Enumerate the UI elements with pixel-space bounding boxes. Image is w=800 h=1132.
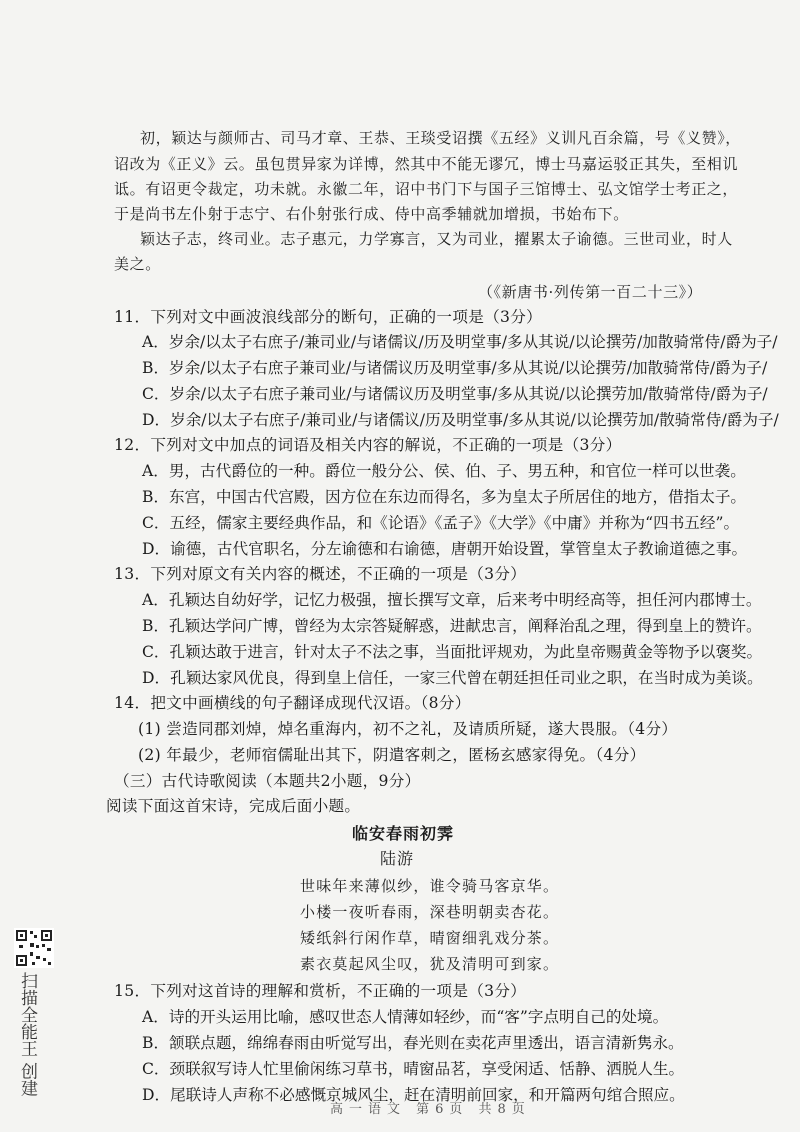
section-heading: （三）古代诗歌阅读（本题共2小题，9分）	[114, 772, 421, 790]
question-stem: 13．下列对原文有关内容的概述，不正确的一项是（3分）	[114, 565, 527, 583]
passage-line: 初，颖达与颜师古、司马才章、王恭、王琰受诏撰《五经》义训凡百余篇，号《义赞》，	[140, 129, 741, 147]
passage-line: 诋。有诏更令裁定，功未就。永徽二年，诏中书门下与国子三馆博士、弘文馆学士考正之，	[114, 180, 739, 198]
option-d: D．孔颖达家风优良，得到皇上信任，一家三代曾在朝廷担任司业之职，在当时成为美谈。	[142, 669, 763, 687]
page-footer: 高一语文 第6页 共8页	[330, 1102, 531, 1117]
poem-line: 素衣莫起风尘叹，犹及清明可到家。	[300, 955, 560, 973]
option-a: A．岁余/以太子右庶子/兼司业/与诸儒议/历及明堂事/多从其说/以论撰劳/加散骑常侍/爵为子/	[142, 333, 778, 351]
option-c: C．五经，儒家主要经典作品，和《论语》《孟子》《大学》《中庸》并称为“四书五经”。	[142, 514, 740, 532]
poem-author: 陆游	[380, 849, 415, 868]
question-stem: 12．下列对文中加点的词语及相关内容的解说，不正确的一项是（3分）	[114, 436, 622, 454]
passage-line: 诏改为《正义》云。虽包贯异家为详博，然其中不能无谬冗，博士马嘉运驳正其失，至相讥	[114, 155, 739, 173]
option-b: B．颔联点题，绵绵春雨由听觉写出，春光则在卖花声里透出，语言清新隽永。	[142, 1034, 684, 1052]
option-c: C．岁余/以太子右庶子兼司业/与诸儒议历及明堂事/多从其说/以论撰劳加/散骑常侍/爵为子/	[142, 385, 768, 403]
question-stem: 14．把文中画横线的句子翻译成现代汉语。（8分）	[114, 694, 471, 712]
poem-title: 临安春雨初霁	[352, 824, 455, 843]
option-b: B．岁余/以太子右庶子兼司业/与诸儒议历及明堂事/多从其说/以论撰劳/加散骑常侍/爵为子/	[142, 359, 768, 377]
passage-line: 于是尚书左仆射于志宁、右仆射张行成、侍中高季辅就加增损，书始布下。	[114, 205, 629, 223]
section-instruction: 阅读下面这首宋诗，完成后面小题。	[106, 797, 361, 815]
option-a: A．孔颖达自幼好学，记忆力极强，擅长撰写文章，后来考中明经高等，担任河内郡博士。	[142, 591, 762, 609]
passage-source: （《新唐书·列传第一百二十三》）	[478, 283, 703, 301]
option-a: A．诗的开头运用比喻，感叹世态人情薄如轻纱，而“客”字点明自己的处境。	[142, 1008, 669, 1026]
translation-item-1: (1) 尝造同郡刘焯，焯名重海内，初不之礼，及请质所疑，遂大畏服。（4分）	[138, 720, 678, 738]
option-c: C．颈联叙写诗人忙里偷闲练习草书，晴窗品茗，享受闲适、恬静、洒脱人生。	[142, 1060, 685, 1078]
option-c: C．孔颖达敢于进言，针对太子不法之事，当面批评规劝，为此皇帝赐黄金等物予以褒奖。	[142, 643, 763, 661]
option-b: B．东宫，中国古代宫殿，因方位在东边而得名，多为皇太子所居住的地方，借指太子。	[142, 488, 747, 506]
poem-line: 矮纸斜行闲作草，晴窗细乳戏分茶。	[300, 929, 560, 947]
option-d: D．尾联诗人声称不必感慨京城风尘，赶在清明前回家，和开篇两句绾合照应。	[142, 1086, 685, 1104]
translation-item-2: (2) 年最少，老师宿儒耻出其下，阴遣客刺之，匿杨玄感家得免。（4分）	[138, 746, 646, 764]
option-a: A．男，古代爵位的一种。爵位一般分公、侯、伯、子、男五种，和官位一样可以世袭。	[142, 462, 746, 480]
passage-line: 颖达子志，终司业。志子惠元，力学寡言，又为司业，擢累太子谕德。三世司业，时人	[140, 230, 733, 248]
qr-code-icon	[14, 928, 54, 968]
poem-line: 世味年来薄似纱，谁令骑马客京华。	[300, 877, 560, 895]
question-stem: 15．下列对这首诗的理解和赏析，不正确的一项是（3分）	[114, 982, 527, 1000]
option-b: B．孔颖达学问广博，曾经为太宗答疑解惑，进献忠言，阐释治乱之理，得到皇上的赞许。	[142, 617, 762, 635]
poem-line: 小楼一夜听春雨，深巷明朝卖杏花。	[300, 903, 560, 921]
passage-line: 美之。	[114, 255, 161, 273]
option-d: D．岁余/以太子右庶子/兼司业/与诸儒议/历及明堂事/多从其说/以论撰劳加/散骑常侍/爵为子/	[142, 411, 779, 429]
option-d: D．谕德，古代官职名，分左谕德和右谕德，唐朝开始设置，掌管皇太子教谕道德之事。	[142, 540, 748, 558]
question-stem: 11．下列对文中画波浪线部分的断句，正确的一项是（3分）	[114, 308, 543, 326]
scanner-watermark-text: 扫描全能王 创建	[17, 972, 37, 1097]
